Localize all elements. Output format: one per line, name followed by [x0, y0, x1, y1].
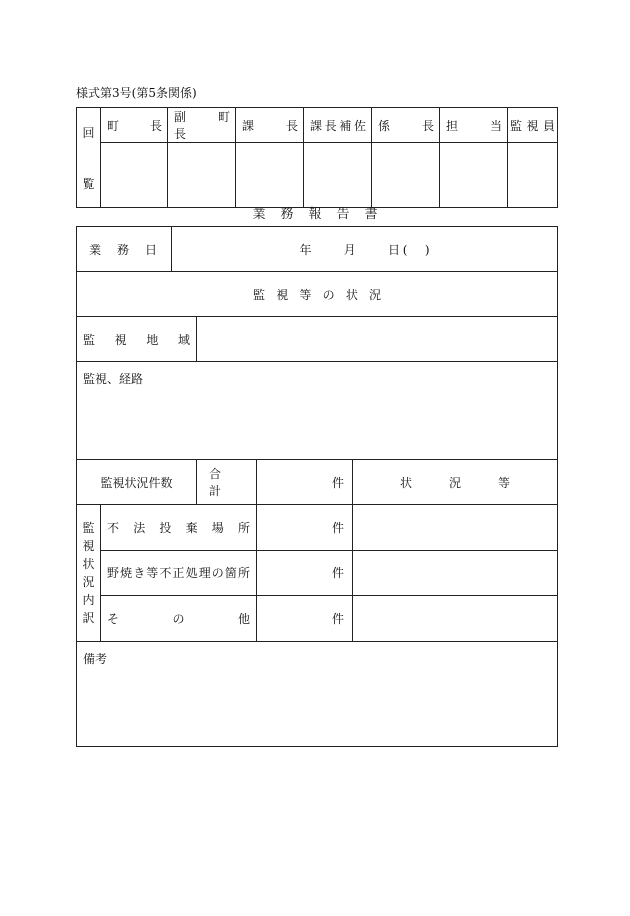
approver-label: 町 長	[107, 118, 162, 133]
stamp-box-mayor[interactable]	[101, 143, 168, 208]
circulation-table	[76, 107, 558, 208]
stamp-box-assistant-chief[interactable]	[304, 143, 372, 208]
approver-label: 副 町 長	[174, 110, 243, 141]
approver-staff	[440, 108, 508, 143]
circulation-label-bottom: 覧	[82, 176, 95, 191]
approver-label: 課長補佐	[310, 118, 366, 133]
breakdown-item-burning	[101, 550, 257, 596]
breakdown-item-label: 不 法 投 棄 場 所	[107, 520, 251, 535]
dumping-status-field[interactable]	[353, 505, 558, 551]
approver-label: 担 当	[446, 118, 502, 133]
unit-ken: 件	[332, 520, 345, 535]
stamp-box-staff[interactable]	[440, 143, 508, 208]
section-header	[77, 272, 558, 317]
breakdown-item-label: 野焼き等不正処理の箇所	[107, 566, 251, 581]
breakdown-item-dumping	[101, 505, 257, 551]
work-date-label-text: 業 務 日	[89, 242, 158, 257]
work-date-value: 年 月 日( )	[299, 242, 430, 257]
approver-unit-chief	[372, 108, 440, 143]
monitoring-area-label	[77, 317, 197, 362]
breakdown-item-other	[101, 596, 257, 642]
breakdown-label-text: 監視状況内訳	[82, 521, 95, 625]
approver-label: 監視員	[510, 118, 555, 133]
other-count-field[interactable]	[257, 596, 353, 642]
total-label-text: 合 計	[209, 467, 234, 498]
breakdown-item-label: そ の 他	[107, 612, 251, 627]
unit-ken: 件	[332, 612, 345, 627]
burning-count-field[interactable]	[257, 550, 353, 596]
remarks-label: 備考	[83, 652, 108, 666]
circulation-label	[77, 108, 101, 208]
report-table	[76, 226, 558, 747]
report-title: 業務報告書	[252, 207, 393, 222]
form-id: 様式第3号(第5条関係)	[76, 86, 197, 100]
stamp-box-unit-chief[interactable]	[372, 143, 440, 208]
unit-ken: 件	[332, 566, 345, 581]
status-label	[353, 460, 558, 505]
burning-status-field[interactable]	[353, 550, 558, 596]
work-date-label	[77, 227, 172, 272]
approver-label: 課 長	[242, 118, 298, 133]
breakdown-label	[77, 505, 101, 642]
remarks-field[interactable]	[77, 642, 558, 747]
stamp-box-deputy-mayor[interactable]	[168, 143, 236, 208]
total-count-field[interactable]	[257, 460, 353, 505]
approver-mayor	[101, 108, 168, 143]
approver-monitor	[508, 108, 558, 143]
status-label-text: 状 況 等	[400, 475, 511, 490]
stamp-box-section-chief[interactable]	[236, 143, 304, 208]
approver-deputy-mayor	[168, 108, 243, 143]
unit-ken: 件	[332, 475, 345, 490]
circulation-label-top: 回	[82, 125, 95, 140]
dumping-count-field[interactable]	[257, 505, 353, 551]
approver-section-chief	[236, 108, 304, 143]
stamp-box-monitor[interactable]	[508, 143, 558, 208]
work-date-field[interactable]	[172, 227, 558, 272]
total-label	[197, 460, 257, 505]
count-label-text: 監視状況件数	[100, 475, 173, 490]
monitoring-area-label-text: 監 視 地 域	[83, 332, 191, 347]
other-status-field[interactable]	[353, 596, 558, 642]
count-label	[77, 460, 197, 505]
monitoring-route-label: 監視、経路	[83, 372, 144, 386]
approver-label: 係 長	[378, 118, 434, 133]
monitoring-area-field[interactable]	[197, 317, 558, 362]
monitoring-route-field[interactable]	[77, 362, 558, 460]
approver-assistant-chief	[304, 108, 372, 143]
section-header-text: 監視等の状況	[253, 287, 382, 302]
